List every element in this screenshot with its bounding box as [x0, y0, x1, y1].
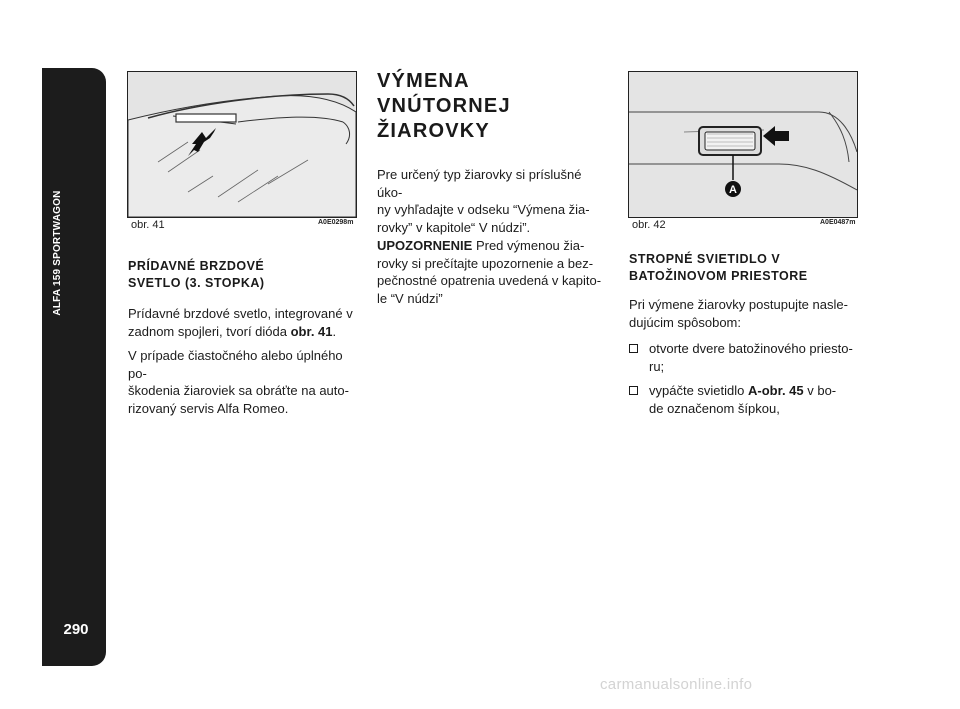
text-line: UPOZORNENIE Pred výmenou žia- — [377, 238, 585, 253]
text-line: de označenom šípkou, — [649, 400, 780, 416]
text-line: rizovaný servis Alfa Romeo. — [128, 400, 289, 416]
marker-a-label: A — [729, 184, 737, 196]
figure-41-illustration — [127, 71, 357, 218]
text-line: Prídavné brzdové svetlo, integrované v — [128, 306, 353, 321]
page-number: 290 — [63, 621, 89, 638]
paragraph-warning — [377, 237, 609, 307]
heading-third-brake-light — [128, 258, 265, 292]
figure-ref: obr. 41 — [290, 323, 333, 339]
heading-interior-bulb — [377, 69, 511, 144]
footer-watermark: carmanualsonline.info — [600, 676, 753, 693]
figure-41-caption: obr. 41 — [131, 219, 165, 231]
text-line: rovky si prečítajte upozornenie a bez- — [377, 255, 594, 271]
text-line: Pri výmene žiarovky postupujte nasle- — [629, 297, 848, 312]
heading-line: ŽIAROVKY — [377, 120, 490, 142]
paragraph-damage — [128, 347, 360, 417]
text-line: ru; — [649, 358, 665, 374]
heading-line: SVETLO (3. STOPKA) — [128, 276, 265, 290]
list-item — [629, 340, 861, 375]
text-line: le “V núdzi” — [377, 290, 443, 306]
warning-label: UPOZORNENIE — [377, 238, 473, 253]
figure-42-code: A0E0487m — [820, 219, 856, 226]
checkbox-bullet-icon — [629, 344, 638, 353]
list-item — [629, 382, 861, 417]
checkbox-bullet-icon — [629, 386, 638, 395]
paragraph-procedure — [629, 296, 861, 331]
trunk-light-illustration — [629, 72, 857, 217]
heading-line: VNÚTORNEJ — [377, 95, 511, 117]
heading-line: BATOŽINOVOM PRIESTORE — [629, 269, 808, 283]
paragraph-bulb-type — [377, 166, 609, 236]
text-line: pečnostné opatrenia uvedená v kapito- — [377, 273, 602, 288]
text-line: Pre určený typ žiarovky si príslušné úko- — [377, 167, 582, 200]
figure-41-code: A0E0298m — [318, 219, 354, 226]
heading-trunk-light — [629, 251, 808, 285]
text-line: zadnom spojleri, tvorí dióda obr. 41. — [128, 323, 337, 339]
text-line: otvorte dvere batožinového priesto- — [649, 341, 853, 356]
figure-42-illustration — [628, 71, 858, 218]
heading-line: PRÍDAVNÉ BRZDOVÉ — [128, 259, 265, 273]
text-line: škodenia žiaroviek sa obráťte na auto- — [128, 383, 349, 398]
text-line: V prípade čiastočného alebo úplného po- — [128, 348, 343, 381]
spoiler-illustration — [128, 72, 356, 217]
text-line: vypáčte svietidlo A-obr. 45 v bo- — [649, 383, 837, 398]
text-line: dujúcim spôsobom: — [629, 314, 741, 330]
text-line: ny vyhľadajte v odseku “Výmena žia- — [377, 202, 590, 217]
paragraph-brake-light — [128, 305, 360, 340]
sidebar-title: ALFA 159 SPORTWAGON — [52, 190, 63, 316]
figure-ref: A-obr. 45 — [748, 383, 804, 398]
heading-line: STROPNÉ SVIETIDLO V — [629, 252, 781, 266]
heading-line: VÝMENA — [377, 70, 470, 92]
text-line: rovky” v kapitole“ V núdzi”. — [377, 219, 531, 235]
figure-42-caption: obr. 42 — [632, 219, 666, 231]
